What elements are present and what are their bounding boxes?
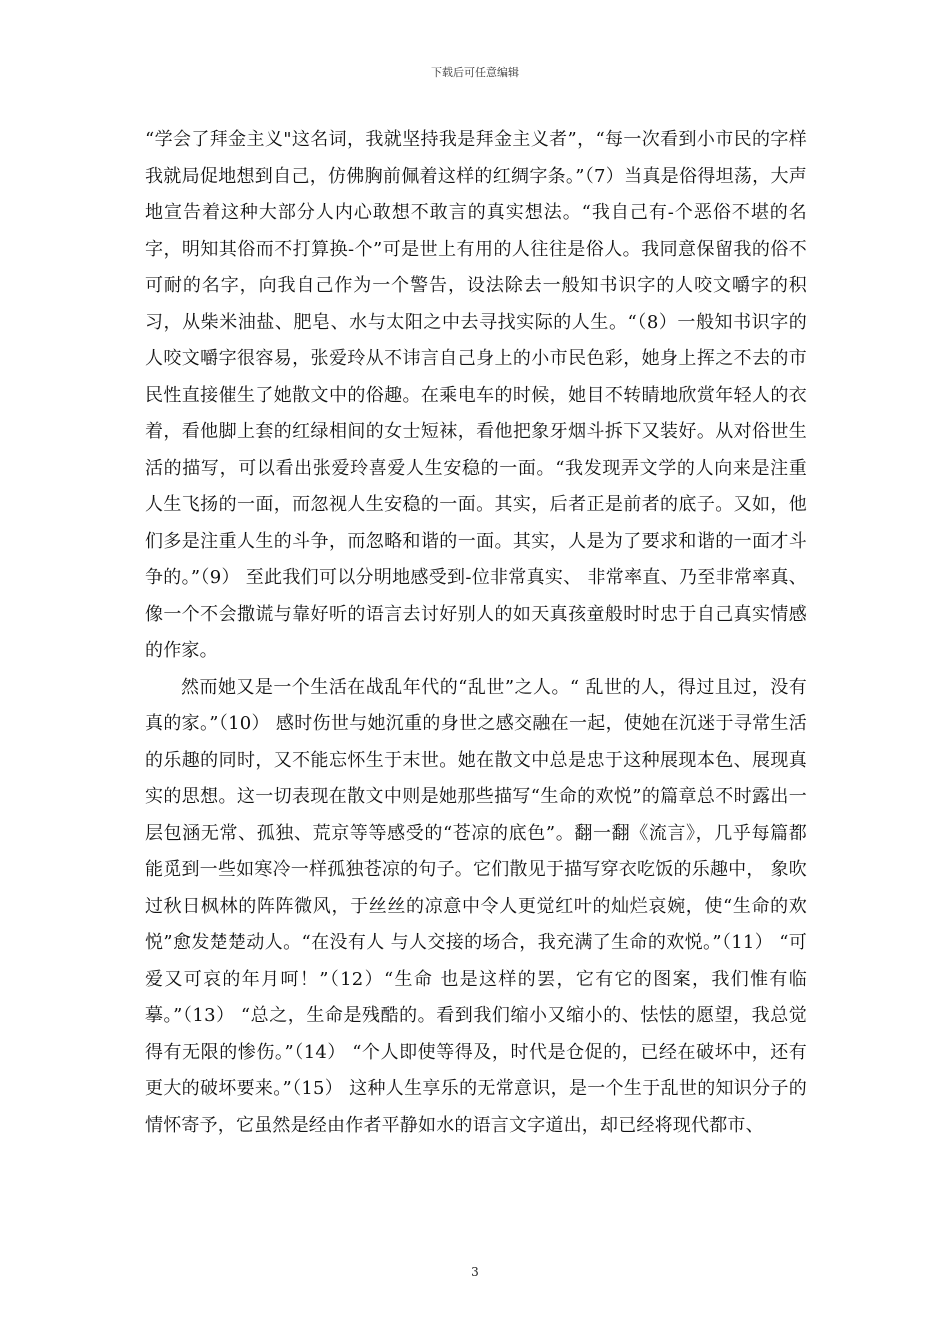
paragraph-1: “学会了拜金主义"这名词，我就坚持我是拜金主义者”，“每一次看到小市民的字样我就局促地想到自己，仿佛胸前佩着这样的红绸字条。”（7）当真是俗得坦荡，大声地宣告着这种大部分人内心敢想不敢言的真实想法。“我自己有-个恶俗不堪的名字，明知其俗而不打算换-个”可是世上有用的人往往是俗人。我同意保留我的俗不可耐的名字，向我自己作为一个警告，设法除去一般知书识字的人咬文嚼字的积习，从柴米油盐、肥皂、水与太阳之中去寻找实际的人生。“（8）一般知书识字的人咬文嚼字很容易，张爱玲从不讳言自己身上的小市民色彩，她身上挥之不去的市民性直接催生了她散文中的俗趣。在乘电车的时候，她目不转睛地欣赏年轻人的衣着，看他脚上套的红绿相间的女士短袜，看他把象牙烟斗拆下又装好。从对俗世生活的描写，可以看出张爱玲喜爱人生安稳的一面。“我发现弄文学的人向来是注重人生飞扬的一面，而忽视人生安稳的一面。其实，后者正是前者的底子。又如，他们多是注重人生的斗争，而忽略和谐的一面。其实，人是为了要求和谐的一面才斗争的。”（9） 至此我们可以分明地感受到-位非常真实、 非常率直、乃至非常率真、像一个不会撒谎与靠好听的语言去讨好别人的如天真孩童般时时忠于自己真实情感的作家。	[145, 129, 807, 661]
page-header: 下载后可任意编辑	[431, 66, 519, 79]
document-body	[145, 122, 807, 1144]
page-number: 3	[471, 1265, 479, 1279]
paragraph-2: 然而她又是一个生活在战乱年代的“乱世”之人。“ 乱世的人，得过且过，没有真的家。”（10） 感时伤世与她沉重的身世之感交融在一起，使她在沉迷于寻常生活的乐趣的同时，又不能忘怀生于末世。她在散文中总是忠于这种展现本色、展现真实的思想。这一切表现在散文中则是她那些描写“生命的欢悦”的篇章总不时露出一层包涵无常、孤独、荒京等等感受的“苍凉的底色”。翻一翻《流言》，几乎每篇都能觅到一些如寒冷一样孤独苍凉的句子。它们散见于描写穿衣吃饭的乐趣中， 象吹过秋日枫林的阵阵微风，于丝丝的凉意中令人更觉红叶的灿烂哀婉，使“生命的欢悦”愈发楚楚动人。“在没有人 与人交接的场合，我充满了生命的欢悦。”（11） “可爱又可哀的年月呵！”（12）“生命 也是这样的罢，它有它的图案，我们惟有临摹。”（13） “总之，生命是残酷的。看到我们缩小又缩小的、怯怯的愿望，我总觉得有无限的惨伤。”（14） “个人即使等得及，时代是仓促的，已经在破坏中，还有更大的破坏要来。”（15） 这种人生享乐的无常意识，是一个生于乱世的知识分子的情怀寄予，它虽然是经由作者平静如水的语言文字道出，却已经将现代都市、	[145, 676, 807, 1136]
